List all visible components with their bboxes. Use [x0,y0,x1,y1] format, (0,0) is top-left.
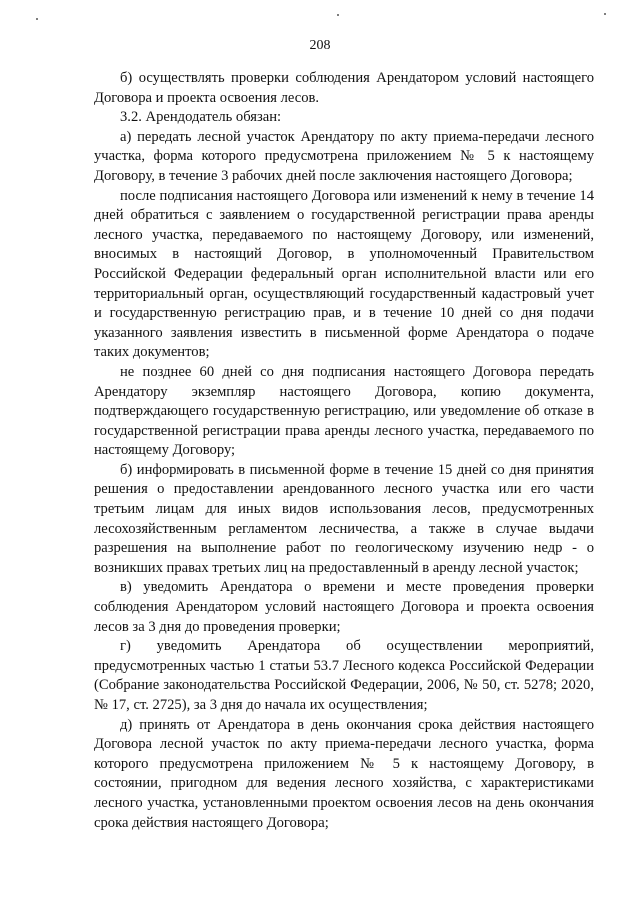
page-number: 208 [309,38,331,53]
paragraph-transfer-copy: не позднее 60 дней со дня подписания настоящего Договора передать Арендатору экземпляр настоящего Договора, копию документа, подтверждающего государственную регистрацию, или уведомление об отказе в государственной регистрации права аренды лесного участка, передаваемого по настоящему Договору; [94,363,594,459]
paragraph-inform-third-parties: б) информировать в письменной форме в течение 15 дней со дня принятия решения о предоставлении арендованного лесного участка или его части третьим лицам для иных видов использования лесов, предусмотренных лесохозяйственным регламентом лесничества, а также в случае выдачи разрешения на выполнение работ по геологическому изучению недр - о возникших правах третьих лиц на предоставленный в аренду лесной участок; [94,461,594,576]
paragraph-state-registration: после подписания настоящего Договора или изменений к нему в течение 14 дней обратиться с заявлением о государственной регистрации права аренды лесного участка, передаваемого по настоящему Договору, или изменений, вносимых в настоящий Договор, в уполномоченный Правительством Российской Федерации федеральный орган исполнительной власти или его территориальный орган, осуществляющий государственный кадастровый учет и государственную регистрацию прав, и в течение 10 дней со дня подачи указанного заявления известить в письменной форме Арендатора о подаче таких документов; [94,187,594,361]
paragraph-notify-measures: г) уведомить Арендатора об осуществлении мероприятий, предусмотренных частью 1 статьи 53.7 Лесного кодекса Российской Федерации (Собрание законодательства Российской Федерации, 2006, № 50, ст. 5278; 2020, № 17, ст. 2725), за 3 дня до начала их осуществления; [94,638,594,713]
document-body [94,69,594,833]
scan-speck [36,18,38,20]
paragraph-inspections: б) осуществлять проверки соблюдения Арендатором условий настоящего Договора и проекта освоения лесов. [94,70,594,106]
paragraph-notify-inspection: в) уведомить Арендатора о времени и месте проведения проверки соблюдения Арендатором условий настоящего Договора и проекта освоения лесов за 3 дня до проведения проверки; [94,579,594,635]
paragraph-accept-plot: д) принять от Арендатора в день окончания срока действия настоящего Договора лесной участок по акту приема-передачи лесного участка, форма которого предусмотрена приложением № 5 к настоящему Договору, в состоянии, пригодном для ведения лесного хозяйства, с характеристиками лесного участка, установленными проектом освоения лесов на день окончания срока действия настоящего Договора; [94,716,594,831]
scan-speck [337,14,339,16]
scan-speck [604,13,606,15]
paragraph-lessor-obligations-heading: 3.2. Арендодатель обязан: [120,109,282,126]
paragraph-transfer-plot: а) передать лесной участок Арендатору по акту приема-передачи лесного участка, форма которого предусмотрена приложением № 5 к настоящему Договору, в течение 3 рабочих дней после заключения настоящего Договора; [94,128,594,184]
